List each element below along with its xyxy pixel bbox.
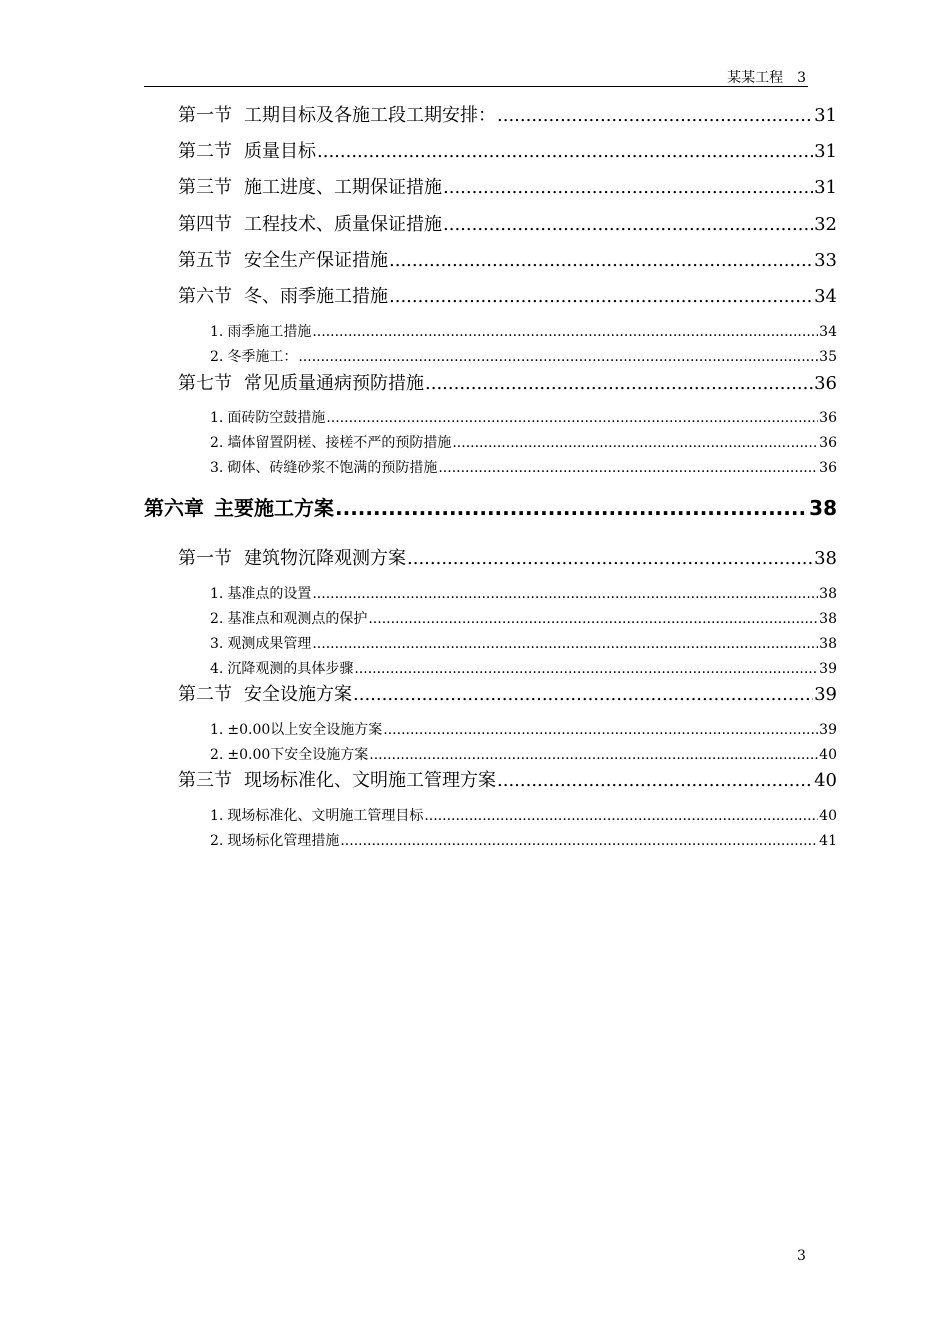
toc-entry-section[interactable] [178,544,837,568]
toc-leader-dots [368,611,818,627]
toc-entry-page: 39 [819,722,837,738]
toc-leader-dots [443,177,813,198]
toc-leader-dots [340,833,818,849]
toc-entry-number: 1. [210,324,224,340]
toc-entry-number: 第一节 [178,105,232,126]
toc-entry-title [210,805,423,825]
toc-entry-text: 常见质量通病预防措施 [244,373,424,394]
toc-entry-item[interactable] [210,457,837,475]
toc-leader-dots [353,684,813,705]
toc-entry-item[interactable] [210,805,837,823]
header-title: 某某工程 [727,70,784,86]
toc-entry-title [178,210,442,236]
toc-leader-dots [298,349,818,365]
toc-entry-section[interactable] [178,210,837,234]
toc-leader-dots [424,808,818,824]
toc-entry-text: 建筑物沉降观测方案 [244,548,406,569]
toc-leader-dots [312,586,818,602]
toc-leader-dots [497,105,813,126]
toc-leader-dots [389,286,813,307]
toc-leader-dots [425,373,813,394]
toc-entry-section[interactable] [178,173,837,197]
toc-entry-page: 35 [819,349,837,365]
toc-entry-item[interactable] [210,407,837,425]
toc-entry-item[interactable] [210,830,837,848]
toc-entry-item[interactable] [210,608,837,626]
toc-entry-text: 观测成果管理 [227,636,312,652]
toc-leader-dots [407,548,813,569]
toc-entry-number: 第四节 [178,214,232,235]
toc-entry-title [178,101,496,127]
toc-entry-title [210,583,311,603]
footer-page-number: 3 [797,1248,806,1264]
toc-entry-page: 38 [819,586,837,602]
toc-entry-title [210,407,325,427]
toc-entry-text: 冬季施工： [227,349,298,365]
page-header [144,66,808,87]
toc-entry-section[interactable] [178,137,837,161]
toc-entry-section[interactable] [178,369,837,393]
toc-entry-title [210,346,297,366]
toc-leader-dots [443,214,813,235]
toc-entry-number: 1. [210,808,224,824]
toc-entry-page: 31 [814,177,837,198]
toc-entry-item[interactable] [210,744,837,762]
toc-entry-page: 36 [819,410,837,426]
toc-entry-page: 40 [819,747,837,763]
toc-entry-text: 主要施工方案 [214,496,334,520]
toc-entry-page: 39 [814,684,837,705]
toc-entry-page: 33 [814,250,837,271]
toc-entry-number: 2. [210,611,224,627]
toc-entry-section[interactable] [178,282,837,306]
toc-entry-text: 质量目标 [244,141,316,162]
toc-entry-title [210,744,368,764]
toc-entry-item[interactable] [210,633,837,651]
toc-entry-title [210,432,451,452]
toc-entry-text: 现场标准化、文明施工管理目标 [227,808,424,824]
toc-entry-page: 38 [814,548,837,569]
toc-entry-text: 现场标准化、文明施工管理方案 [244,770,496,791]
toc-entry-text: 基准点和观测点的保护 [227,611,368,627]
toc-entry-number: 1. [210,722,224,738]
toc-entry-number: 2. [210,435,224,451]
toc-entry-text: 墙体留置阴槎、接槎不严的预防措施 [227,435,452,451]
toc-leader-dots [369,747,818,763]
toc-entry-item[interactable] [210,719,837,737]
toc-entry-text: 冬、雨季施工措施 [244,286,388,307]
toc-entry-title [210,719,382,739]
toc-entry-section[interactable] [178,766,837,790]
toc-entry-number: 1. [210,410,224,426]
toc-entry-title [178,680,352,706]
toc-entry-item[interactable] [210,583,837,601]
toc-entry-number: 第三节 [178,177,232,198]
toc-entry-number: 3. [210,636,224,652]
toc-leader-dots [383,722,818,738]
toc-entry-title [210,608,367,628]
toc-entry-title [178,246,388,272]
toc-entry-section[interactable] [178,101,837,125]
toc-entry-text: 安全设施方案 [244,684,352,705]
toc-entry-title [210,830,339,850]
toc-entry-page: 40 [819,808,837,824]
toc-entry-item[interactable] [210,432,837,450]
toc-entry-number: 第五节 [178,250,232,271]
toc-entry-item[interactable] [210,321,837,339]
toc-entry-page: 34 [814,286,837,307]
toc-entry-number: 2. [210,833,224,849]
toc-entry-text: 施工进度、工期保证措施 [244,177,442,198]
toc-entry-title [178,766,496,792]
toc-entry-page: 38 [819,636,837,652]
toc-leader-dots [312,636,818,652]
toc-entry-title [210,658,353,678]
toc-entry-number: 第二节 [178,141,232,162]
toc-entry-item[interactable] [210,658,837,676]
toc-entry-text: ±0.00以上安全设施方案 [227,722,383,738]
toc-entry-title [178,369,424,395]
toc-entry-page: 36 [814,373,837,394]
toc-entry-text: 安全生产保证措施 [244,250,388,271]
toc-entry-text: 面砖防空鼓措施 [227,410,326,426]
toc-entry-number: 第三节 [178,770,232,791]
toc-entry-section[interactable] [178,680,837,704]
toc-entry-page: 34 [819,324,837,340]
toc-entry-page: 38 [809,496,837,520]
toc-entry-page: 36 [819,460,837,476]
toc-entry-page: 32 [814,214,837,235]
toc-entry-title [144,492,334,521]
toc-entry-number: 第一节 [178,548,232,569]
toc-entry-title [178,137,316,163]
toc-entry-text: 工期目标及各施工段工期安排： [244,105,496,126]
toc-leader-dots [452,435,818,451]
toc-entry-number: 第七节 [178,373,232,394]
toc-entry-text: 工程技术、质量保证措施 [244,214,442,235]
toc-entry-number: 1. [210,586,224,602]
toc-entry-section[interactable] [178,246,837,270]
toc-leader-dots [326,410,818,426]
toc-entry-chapter[interactable] [144,492,837,518]
toc-entry-page: 31 [814,105,837,126]
toc-leader-dots [317,141,813,162]
header-page-number: 3 [797,70,806,86]
toc-entry-number: 2. [210,747,224,763]
toc-entry-page: 39 [819,661,837,677]
toc-entry-number: 第六节 [178,286,232,307]
toc-entry-title [178,282,388,308]
toc-entry-page: 41 [819,833,837,849]
toc-entry-page: 31 [814,141,837,162]
toc-entry-number: 第六章 [144,496,204,520]
toc-entry-page: 40 [814,770,837,791]
toc-entry-text: 沉降观测的具体步骤 [227,661,354,677]
toc-entry-page: 38 [819,611,837,627]
toc-leader-dots [354,661,818,677]
toc-leader-dots [335,496,808,520]
toc-entry-text: 雨季施工措施 [227,324,312,340]
toc-entry-number: 4. [210,661,224,677]
toc-entry-number: 第二节 [178,684,232,705]
toc-leader-dots [438,460,818,476]
toc-entry-title [178,544,406,570]
toc-leader-dots [497,770,813,791]
toc-entry-title [210,633,311,653]
toc-entry-title [178,173,442,199]
toc-entry-text: 现场标化管理措施 [227,833,340,849]
toc-entry-number: 3. [210,460,224,476]
toc-entry-title [210,457,437,477]
toc-leader-dots [389,250,813,271]
header-text [727,67,806,87]
toc-entry-text: ±0.00下安全设施方案 [227,747,369,763]
toc-entry-page: 36 [819,435,837,451]
toc-entry-item[interactable] [210,346,837,364]
toc-entry-text: 基准点的设置 [227,586,312,602]
toc-entry-text: 砌体、砖缝砂浆不饱满的预防措施 [227,460,438,476]
toc-entry-title [210,321,311,341]
toc-leader-dots [312,324,818,340]
toc-entry-number: 2. [210,349,224,365]
